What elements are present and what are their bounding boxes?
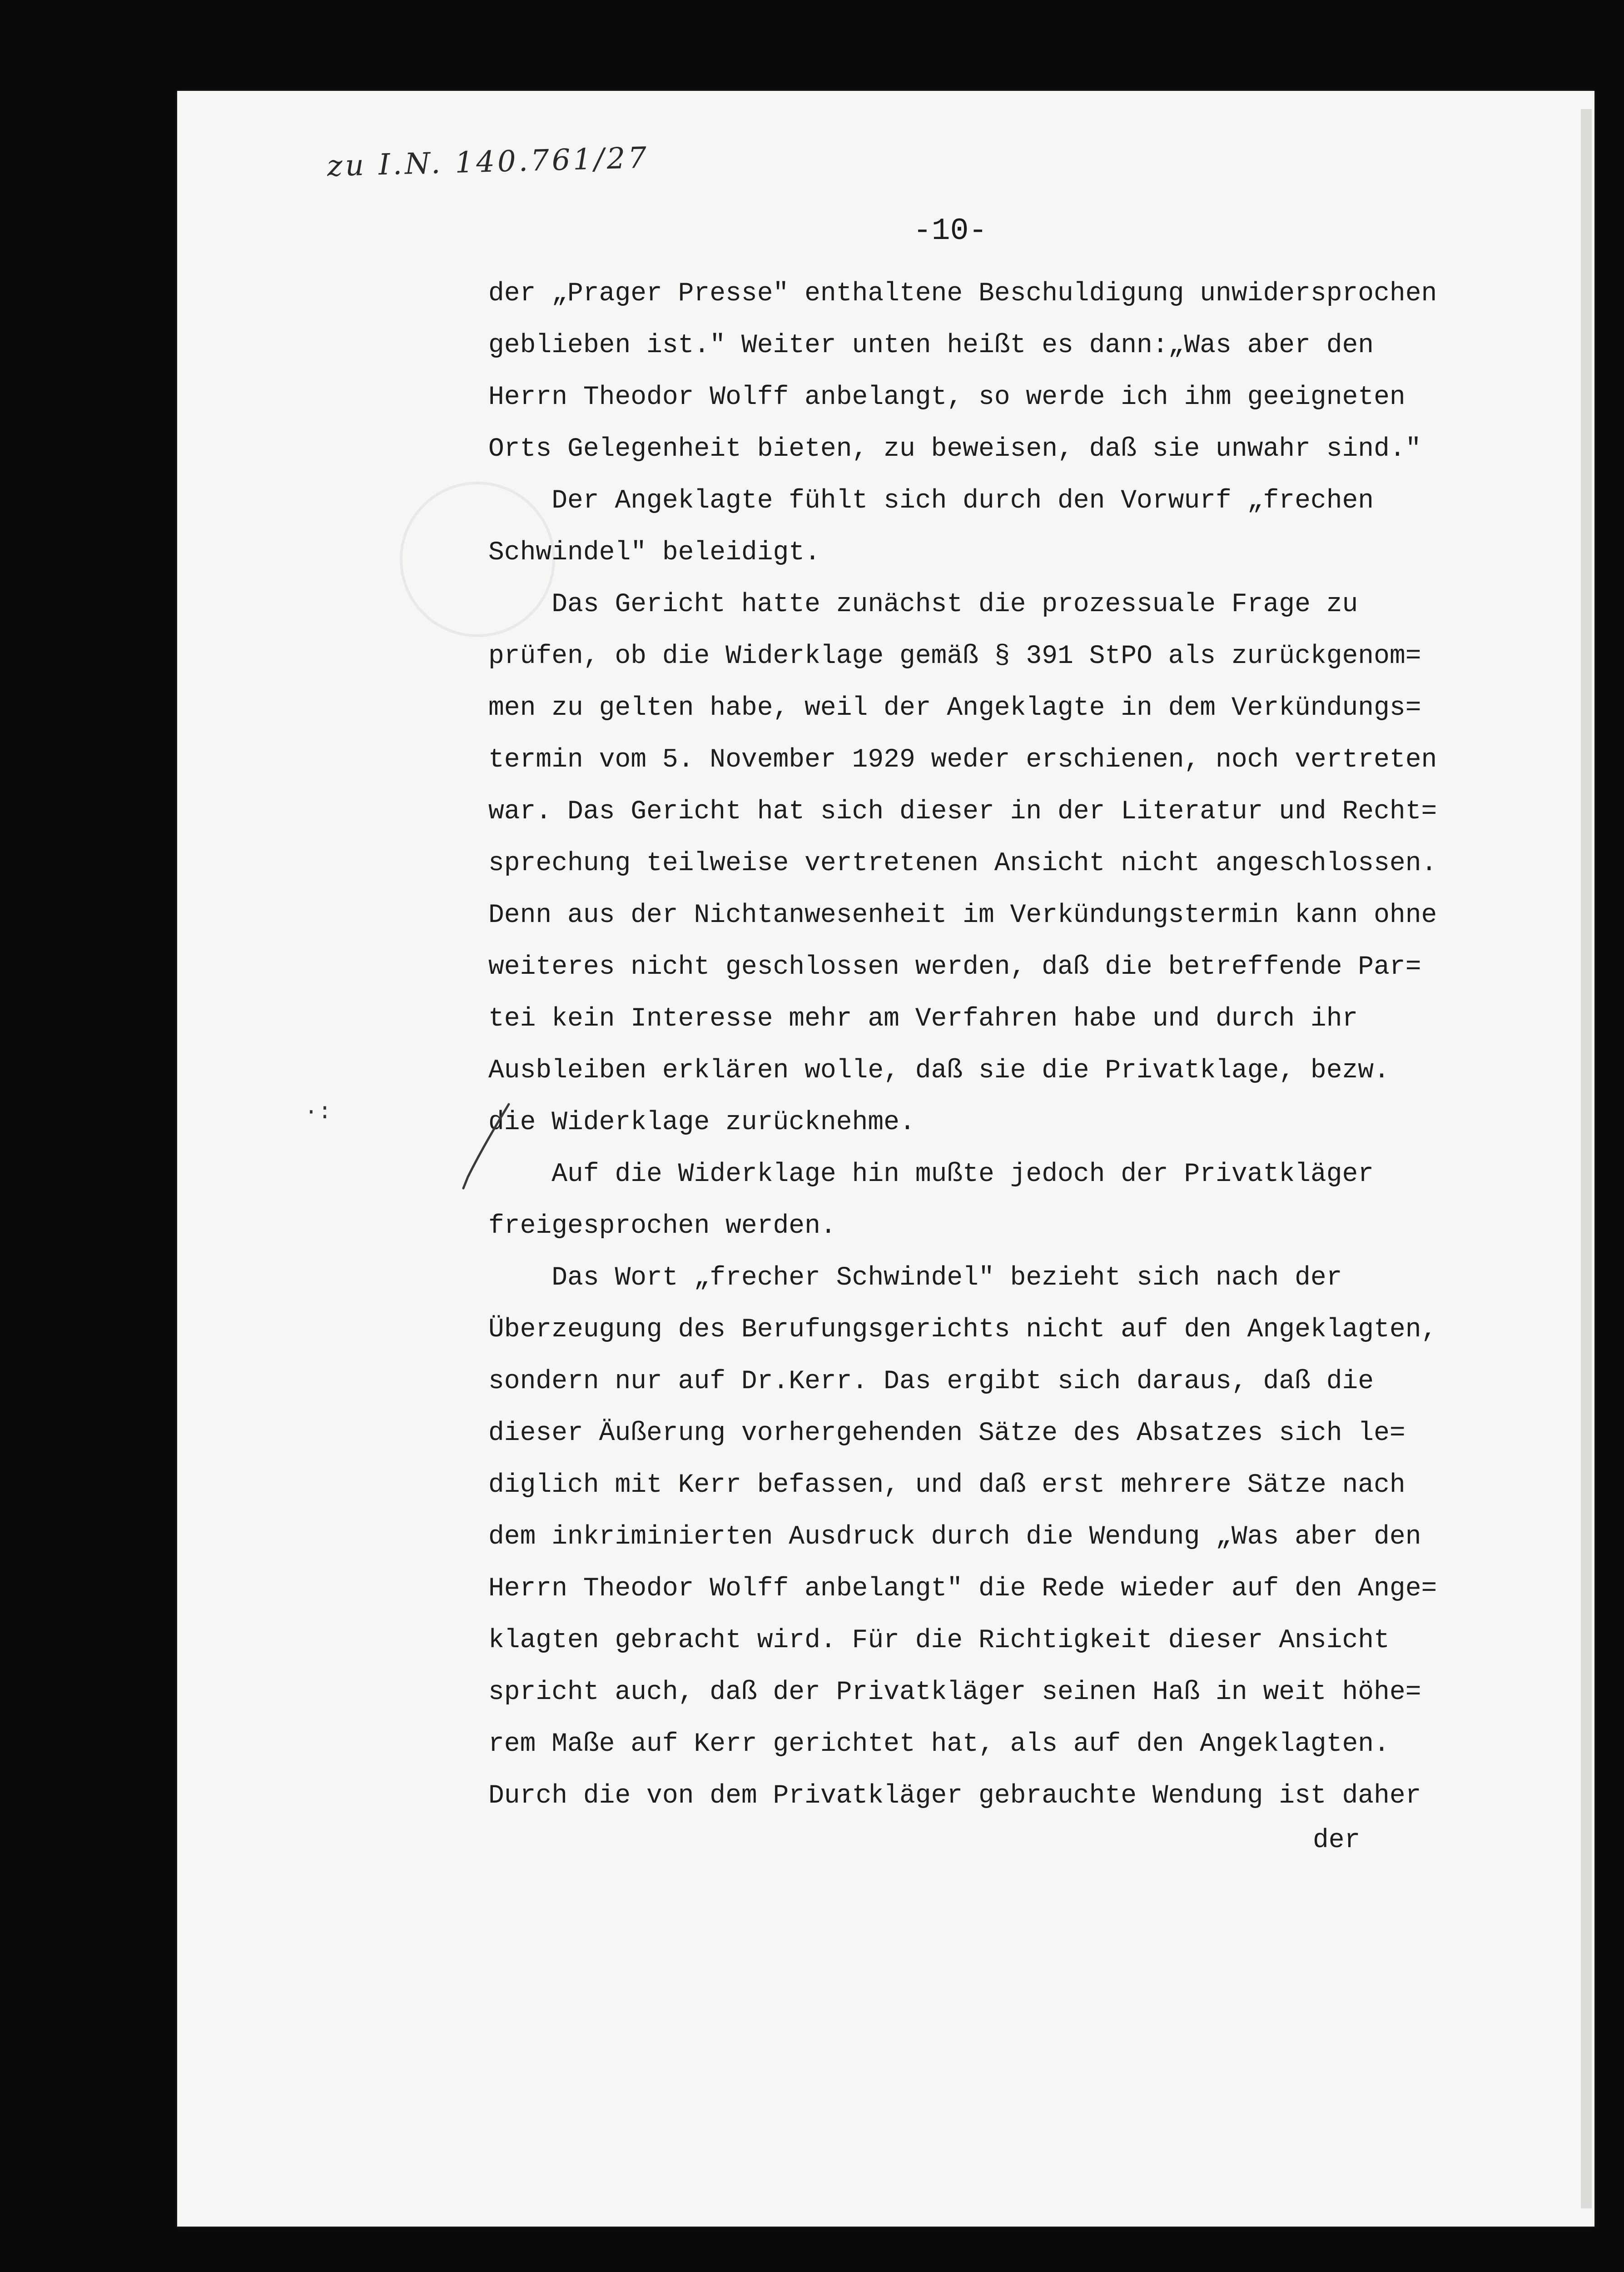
text-line: tei kein Interesse mehr am Verfahren habe und durch ihr [488,1004,1358,1034]
handwritten-reference: zu I.N. 140.761/27 [327,141,650,184]
text-line: Denn aus der Nichtanwesenheit im Verkündungstermin kann ohne [488,901,1437,930]
text-line: der „Prager Presse" enthaltene Beschuldigung unwidersprochen [488,279,1437,309]
text-line: klagten gebracht wird. Für die Richtigkeit dieser Ansicht [488,1626,1390,1655]
text-line: war. Das Gericht hat sich dieser in der Literatur und Recht= [488,797,1437,827]
text-line: Überzeugung des Berufungsgerichts nicht auf den Angeklagten, [488,1315,1437,1345]
body-text [488,268,1551,1822]
text-line: die Widerklage zurücknehme. [488,1108,915,1137]
text-line: men zu gelten habe, weil der Angeklagte in dem Verkündungs= [488,693,1421,723]
text-line: Orts Gelegenheit bieten, zu beweisen, daß sie unwahr sind." [488,434,1421,464]
text-line: dieser Äußerung vorhergehenden Sätze des Absatzes sich le= [488,1419,1405,1448]
text-line: spricht auch, daß der Privatkläger seinen Haß in weit höhe= [488,1678,1421,1707]
text-line: Der Angeklagte fühlt sich durch den Vorwurf „frechen [488,486,1374,516]
text-line: geblieben ist." Weiter unten heißt es dann:„Was aber den [488,331,1374,360]
text-line: Herrn Theodor Wolff anbelangt, so werde ich ihm geeigneten [488,383,1405,412]
pencil-stroke-mark [459,1100,513,1191]
text-line: Herrn Theodor Wolff anbelangt" die Rede wieder auf den Ange= [488,1574,1437,1604]
text-line: Ausbleiben erklären wolle, daß sie die Privatklage, bezw. [488,1056,1390,1086]
page-edge [1581,109,1592,2208]
text-line: rem Maße auf Kerr gerichtet hat, als auf den Angeklagten. [488,1729,1390,1759]
text-line: termin vom 5. November 1929 weder erschienen, noch vertreten [488,745,1437,775]
text-line: Durch die von dem Privatkläger gebrauchte Wendung ist daher [488,1781,1421,1811]
text-line: freigesprochen werden. [488,1211,836,1241]
text-line: diglich mit Kerr befassen, und daß erst mehrere Sätze nach [488,1470,1405,1500]
text-line: sondern nur auf Dr.Kerr. Das ergibt sich daraus, daß die [488,1367,1374,1396]
text-line: Das Gericht hatte zunächst die prozessuale Frage zu [488,590,1358,619]
text-line: Schwindel" beleidigt. [488,538,820,568]
text-line: weiteres nicht geschlossen werden, daß die betreffende Par= [488,952,1421,982]
text-line: Das Wort „frecher Schwindel" bezieht sich nach der [488,1263,1342,1293]
catchword: der [1313,1826,1361,1855]
text-line: sprechung teilweise vertretenen Ansicht nicht angeschlossen. [488,849,1437,878]
text-line: dem inkriminierten Ausdruck durch die Wendung „Was aber den [488,1522,1421,1552]
margin-mark: ·: [304,1100,332,1126]
page-number: -10- [913,214,988,249]
text-line: Auf die Widerklage hin mußte jedoch der Privatkläger [488,1160,1374,1189]
text-line: prüfen, ob die Widerklage gemäß § 391 StPO als zurückgenom= [488,642,1421,671]
